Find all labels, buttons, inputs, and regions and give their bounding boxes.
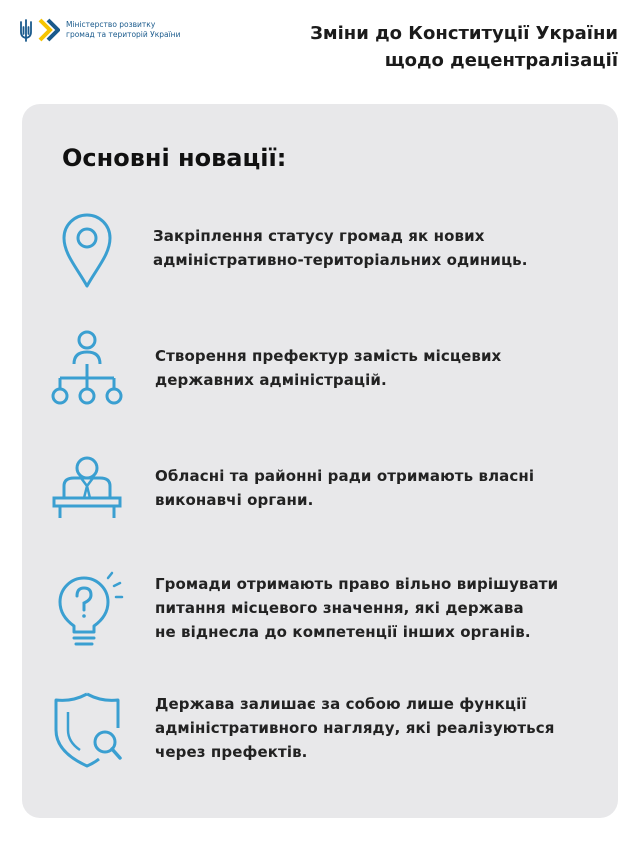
official-at-desk-icon [50,446,124,530]
list-item-line: не віднесла до компетенції інших органів. [155,623,531,641]
list-item-line: питання місцевого значення, які держава [155,599,524,617]
trident-icon [18,18,34,42]
card-heading: Основні новації: [62,144,287,172]
list-item-line: державних адміністрацій. [155,371,387,389]
list-item-text [155,692,555,764]
chevron-logo-icon [38,18,60,42]
page-title-line1: Зміни до Конституції України [310,23,618,44]
page-title-line2: щодо децентралізації [384,50,618,71]
list-item-line: Обласні та районні ради отримають власні [155,467,535,485]
list-item-text [155,572,558,644]
list-item-line: виконавчі органи. [155,491,314,509]
list-item-line: Держава залишає за собою лише функції [155,695,527,713]
shield-magnifier-icon [50,688,124,772]
hierarchy-icon [50,326,124,410]
ministry-name-line2: громад та територій України [66,30,181,39]
ministry-name [66,20,186,40]
list-item-text [153,224,528,272]
list-item-line: адміністративного нагляду, які реалізуються [155,719,555,737]
ministry-name-line1: Міністерство розвитку [66,20,156,29]
list-item-line: через префектів. [155,743,308,761]
list-item-line: Громади отримають право вільно вирішувати [155,575,559,593]
list-item-line: Створення префектур замість місцевих [155,347,502,365]
innovations-card [22,104,618,818]
list-item-text [155,464,534,512]
list-item-line: Закріплення статусу громад як нових [153,227,485,245]
page-header [0,0,640,100]
lightbulb-question-icon [50,570,124,654]
page-title [310,20,618,74]
list-item-line: адміністративно-територіальних одиниць. [153,251,528,269]
ministry-logo [18,18,186,42]
list-item-text [155,344,501,392]
location-pin-icon [50,206,124,290]
